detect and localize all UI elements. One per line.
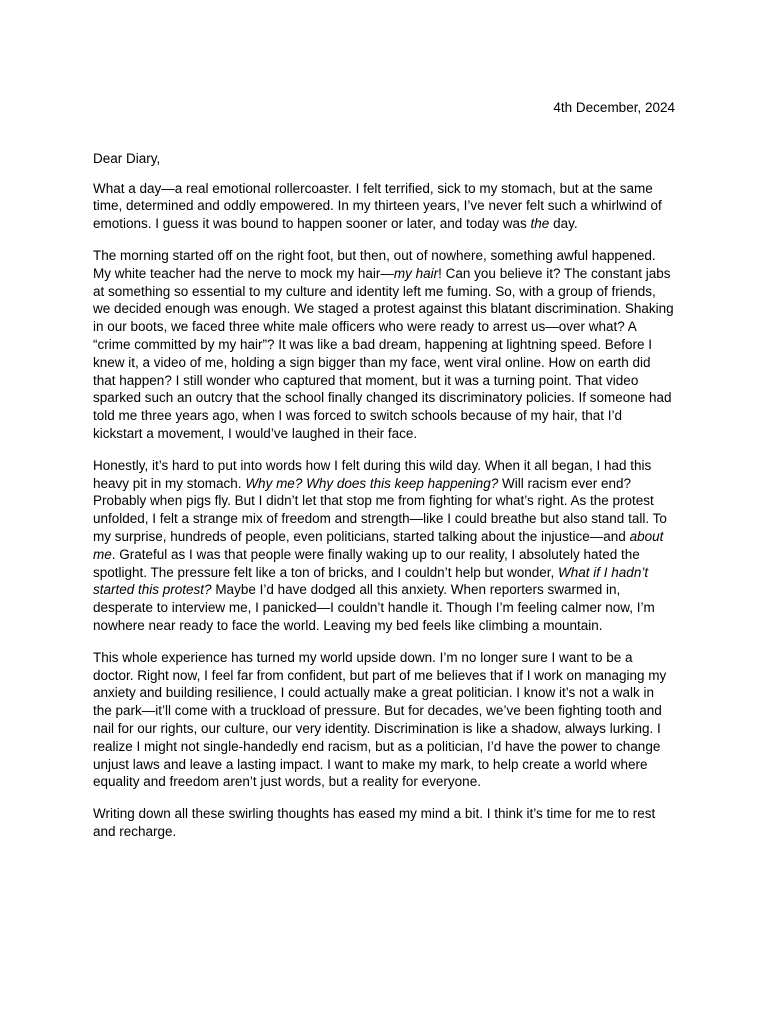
paragraph — [93, 247, 675, 443]
diary-entry — [93, 99, 675, 855]
text-run: . Grateful as I was that people were finally waking up to our reality, I absolutely hated the spotlight. The pressure felt like a ton of bricks, and I couldn’t help but wonder, — [93, 546, 640, 580]
text-run: The morning started off on the right foot, but then, out of nowhere, something awful happened. My white teacher had the nerve to mock my hair— — [93, 247, 656, 281]
emphasis-text: about me — [93, 528, 664, 562]
text-run: Honestly, it’s hard to put into words how I felt during this wild day. When it all began, I had this heavy pit in my stomach. — [93, 457, 652, 491]
text-run: What a day—a real emotional rollercoaster. I felt terrified, sick to my stomach, but at the same time, determined and oddly empowered. In my thirteen years, I’ve never felt such a whirlwind of emotions. I guess it was bound to happen sooner or later, and today was — [93, 180, 662, 232]
emphasis-text: What if I hadn’t started this protest? — [93, 564, 649, 598]
emphasis-text: my hair — [393, 265, 439, 281]
salutation: Dear Diary, — [93, 150, 161, 166]
emphasis-text: the — [530, 216, 550, 232]
paragraph — [93, 649, 675, 791]
text-run: Writing down all these swirling thoughts has eased my mind a bit. I think it’s time for me to rest and recharge. — [93, 806, 656, 839]
paragraph — [93, 805, 675, 841]
entry-date: 4th December, 2024 — [553, 100, 675, 115]
paragraph — [93, 180, 675, 233]
text-run: day. — [549, 216, 578, 232]
text-run: Will racism ever end? Probably when pigs fly. But I didn’t let that stop me from fighting for what’s right. As the protest unfolded, I felt a strange mix of freedom and strength—like I could breathe but also stand tall. To my surprise, hundreds of people, even politicians, started talking about the injustice—and — [93, 475, 667, 544]
text-run: This whole experience has turned my world upside down. I’m no longer sure I want to be a doctor. Right now, I feel far from confident, but part of me believes that if I work on managing my anxiety and building resilience, I could actually make a great politician. I know it’s not a walk in the park—it’ll come with a truckload of pressure. But for decades, we’ve been fighting tooth and nail for our rights, our culture, our very identity. Discrimination is like a shadow, always lurking. I realize I might not single-handedly end racism, but as a politician, I’d have the power to change unjust laws and leave a lasting impact. I want to make my mark, to help create a world where equality and freedom aren’t just words, but a reality for everyone. — [93, 649, 667, 790]
text-run: ! Can you believe it? The constant jabs at something so essential to my culture and identity left me fuming. So, with a group of friends, we decided enough was enough. We staged a protest against this blatant discrimination. Shaking in our boots, we faced three white male officers who were ready to arrest us—over what? A “crime committed by my hair”? It was like a bad dream, happening at lightning speed. Before I knew it, a video of me, holding a sign bigger than my face, went viral online. How on earth did that happen? I still wonder who captured that moment, but it was a turning point. That video sparked such an outcry that the school finally changed its discriminatory policies. If someone had told me three years ago, when I was forced to switch schools because of my hair, that I’d kickstart a movement, I would’ve laughed in their face. — [93, 265, 674, 441]
emphasis-text: Why me? Why does this keep happening? — [245, 475, 499, 491]
paragraph — [93, 457, 675, 635]
text-run: Maybe I’d have dodged all this anxiety. When reporters swarmed in, desperate to interview me, I panicked—I couldn’t handle it. Though I’m feeling calmer now, I’m nowhere near ready to face the world. Leaving my bed feels like climbing a mountain. — [93, 582, 655, 633]
